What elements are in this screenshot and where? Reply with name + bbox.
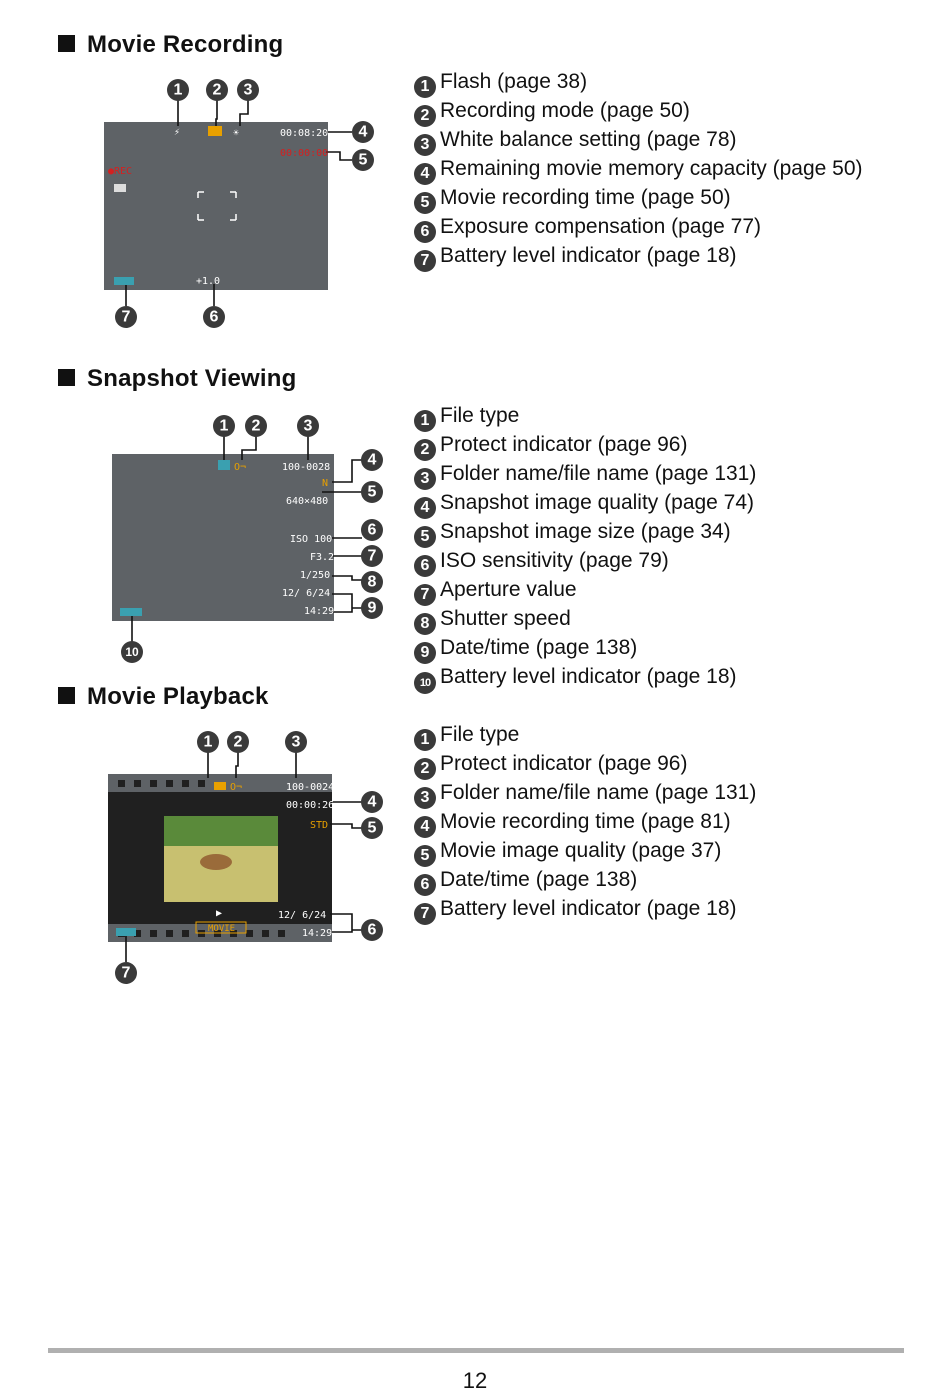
svg-text:7: 7 [121, 964, 131, 982]
list-item: 2 Recording mode (page 50) [414, 98, 863, 127]
section-heading-movie-recording: Movie Recording [58, 31, 283, 59]
list-item: 7 Battery level indicator (page 18) [414, 896, 756, 925]
svg-text:5: 5 [367, 483, 377, 501]
list-item: 1 Flash (page 38) [414, 69, 863, 98]
list-item: 2 Protect indicator (page 96) [414, 432, 756, 461]
quality-readout: N [322, 478, 329, 489]
svg-text:5: 5 [358, 151, 368, 169]
svg-text:7: 7 [367, 547, 377, 565]
svg-text:2: 2 [212, 81, 222, 99]
play-icon: ▶ [216, 908, 223, 919]
file-type-icon [218, 460, 230, 470]
white-balance-icon: ☀ [233, 128, 240, 139]
snapshot-viewing-diagram [90, 410, 400, 670]
snapshot-viewing-legend [414, 403, 756, 694]
svg-text:3: 3 [291, 733, 301, 751]
list-item: 5 Movie image quality (page 37) [414, 838, 756, 867]
movie-label: MOVIE [208, 924, 236, 934]
time-readout: 14:29 [302, 928, 333, 939]
flash-icon: ⚡ [174, 127, 181, 138]
stabilizer-icon [114, 184, 126, 192]
svg-text:6: 6 [367, 921, 377, 939]
movie-mode-icon [208, 126, 222, 136]
svg-text:3: 3 [243, 81, 253, 99]
list-item: 3 White balance setting (page 78) [414, 127, 863, 156]
list-item: 6 ISO sensitivity (page 79) [414, 548, 756, 577]
section-heading-snapshot-viewing: Snapshot Viewing [58, 365, 296, 393]
page-number: 12 [462, 1368, 488, 1393]
list-item: 3 Folder name/file name (page 131) [414, 780, 756, 809]
protect-key-icon: O¬ [234, 462, 247, 473]
date-readout: 12/ 6/24 [282, 588, 331, 599]
svg-text:1: 1 [173, 81, 183, 99]
list-item: 6 Date/time (page 138) [414, 867, 756, 896]
battery-icon [116, 928, 136, 936]
aperture-readout: F3.2 [310, 552, 335, 563]
date-readout: 12/ 6/24 [278, 910, 327, 921]
square-bullet-icon [58, 687, 75, 704]
protect-key-icon: O¬ [230, 782, 243, 793]
list-item: 4 Movie recording time (page 81) [414, 809, 756, 838]
movie-playback-diagram [90, 726, 400, 986]
battery-icon [114, 277, 134, 285]
iso-readout: ISO 100 [290, 534, 333, 545]
movie-recording-legend [414, 69, 863, 272]
square-bullet-icon [58, 369, 75, 386]
footer-rule [48, 1348, 904, 1353]
list-item: 8 Shutter speed [414, 606, 756, 635]
svg-text:9: 9 [367, 599, 377, 617]
svg-text:5: 5 [367, 819, 377, 837]
rec-indicator: ●REC [108, 166, 133, 177]
list-item: 4 Remaining movie memory capacity (page 50) [414, 156, 863, 185]
quality-readout: STD [310, 820, 329, 831]
svg-text:4: 4 [367, 793, 377, 811]
battery-icon [120, 608, 142, 616]
svg-text:1: 1 [203, 733, 213, 751]
list-item: 9 Date/time (page 138) [414, 635, 756, 664]
file-name-readout: 100-0028 [282, 462, 331, 473]
svg-text:8: 8 [367, 573, 377, 591]
file-name-readout: 100-0024 [286, 782, 335, 793]
svg-text:2: 2 [233, 733, 243, 751]
deer-figure [200, 854, 232, 870]
list-item: 7 Battery level indicator (page 18) [414, 243, 863, 272]
svg-text:3: 3 [303, 417, 313, 435]
section-heading-movie-playback: Movie Playback [58, 683, 269, 711]
list-item: 6 Exposure compensation (page 77) [414, 214, 863, 243]
exposure-readout: +1.0 [196, 276, 221, 287]
size-readout: 640×480 [286, 496, 329, 507]
svg-text:10: 10 [125, 645, 139, 659]
svg-text:7: 7 [121, 308, 131, 326]
svg-text:2: 2 [251, 417, 261, 435]
svg-text:1: 1 [219, 417, 229, 435]
list-item: 5 Snapshot image size (page 34) [414, 519, 756, 548]
movie-file-icon [214, 782, 226, 790]
svg-text:6: 6 [367, 521, 377, 539]
recording-time-readout: 00:00:26 [286, 800, 335, 811]
svg-text:6: 6 [209, 308, 219, 326]
movie-recording-diagram [90, 74, 400, 334]
list-item: 4 Snapshot image quality (page 74) [414, 490, 756, 519]
shutter-readout: 1/250 [300, 570, 331, 581]
square-bullet-icon [58, 35, 75, 52]
list-item: 1 File type [414, 722, 756, 751]
list-item: 1 File type [414, 403, 756, 432]
list-item: 3 Folder name/file name (page 131) [414, 461, 756, 490]
list-item: 7 Aperture value [414, 577, 756, 606]
svg-text:4: 4 [367, 451, 377, 469]
svg-text:4: 4 [358, 123, 368, 141]
time-readout: 14:29 [304, 606, 335, 617]
remaining-capacity-readout: 00:08:20 [280, 128, 329, 139]
list-item: 2 Protect indicator (page 96) [414, 751, 756, 780]
movie-playback-legend [414, 722, 756, 925]
recording-time-readout: 00:00:00 [280, 148, 329, 159]
list-item: 5 Movie recording time (page 50) [414, 185, 863, 214]
list-item: 10 Battery level indicator (page 18) [414, 664, 756, 694]
